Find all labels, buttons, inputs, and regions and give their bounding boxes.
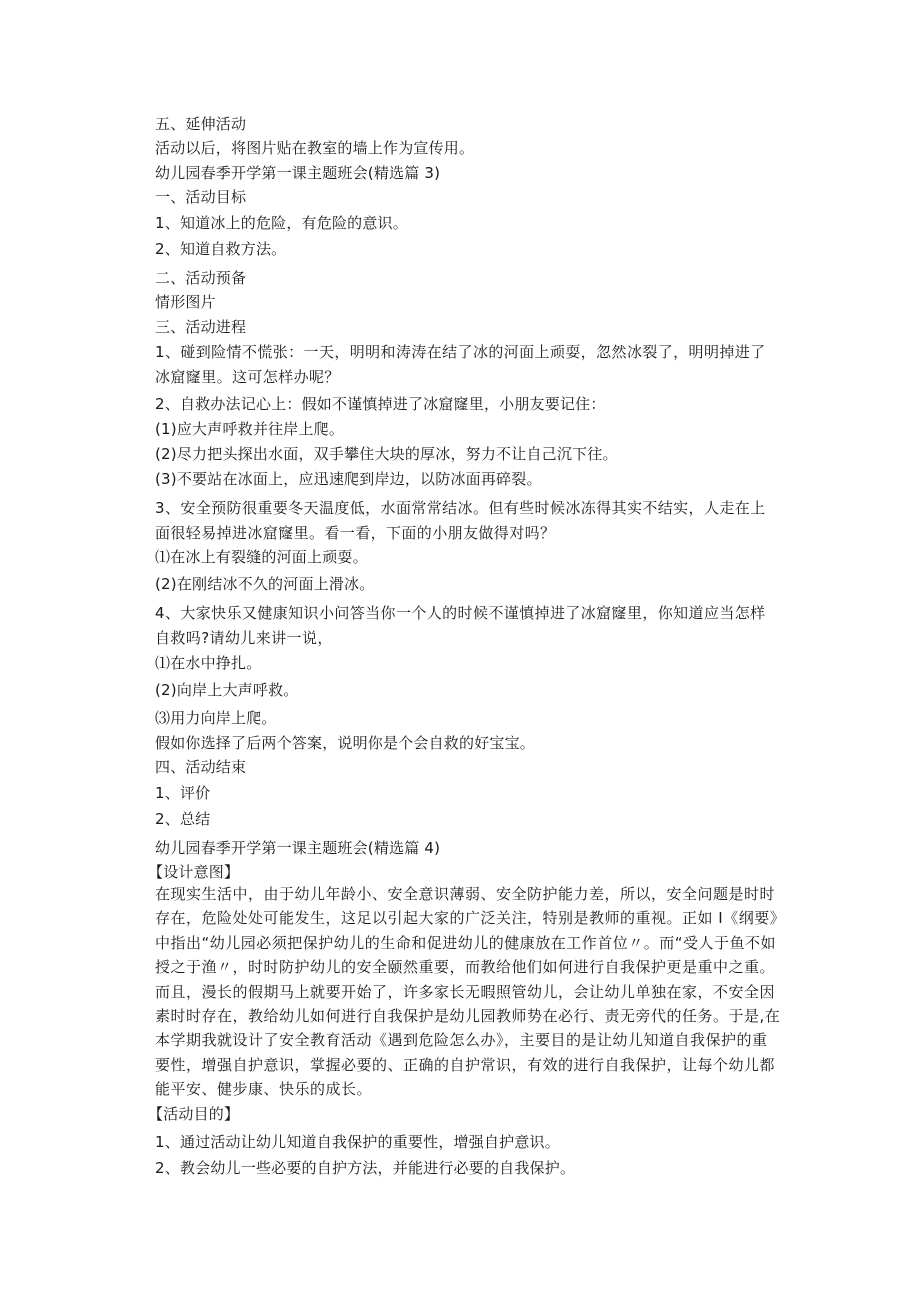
list-item: (1)应大声呼救并往岸上爬。: [155, 420, 345, 438]
section-heading-design-intent: 【设计意图】: [148, 863, 240, 881]
list-item: 3、安全预防很重要冬天温度低，水面常常结冰。但有些时候冰冻得其实不结实，人走在上面很轻易掉进冰窟窿里。看一看，下面的小朋友做得对吗？: [155, 499, 766, 542]
list-item: (2)在刚结冰不久的河面上滑冰。: [155, 575, 375, 593]
paragraph: 活动以后，将图片贴在教室的墙上作为宣传用。: [155, 139, 475, 157]
list-item: ⑴在冰上有裂缝的河面上顽耍。: [155, 548, 368, 566]
list-item: 2、自救办法记心上：假如不谨慎掉进了冰窟窿里，小朋友要记住：: [155, 395, 606, 413]
section-heading-prep: 二、活动预备: [155, 269, 247, 287]
list-item: 2、教会幼儿一些必要的自护方法，并能进行必要的自我保护。: [155, 1159, 576, 1177]
section-heading-activity-purpose: 【活动目的】: [148, 1105, 240, 1123]
list-item: 1、知道冰上的危险，有危险的意识。: [155, 214, 408, 232]
list-item: (3)不要站在冰面上，应迅速爬到岸边，以防冰面再碎裂。: [155, 470, 542, 488]
article-title-3: 幼儿园春季开学第一课主题班会(精选篇 3): [155, 164, 441, 182]
list-item: ⑶用力向岸上爬。: [155, 709, 277, 727]
list-item: 2、总结: [155, 810, 211, 828]
section-heading-goals: 一、活动目标: [155, 188, 247, 206]
paragraph-design-intent: 在现实生活中，由于幼儿年龄小、安全意识薄弱、安全防护能力差，所以，安全问题是时时存在，危险处处可能发生，这足以引起大家的广泛关注，特别是教师的重视。正如 I《纲要》中指出“幼儿园必须把保护幼儿的生命和促进幼儿的健康放在工作首位〃。而“受人于鱼不如授之于渔〃，时时防护幼儿的安全颐然重要，而教给他们如何进行自我保护更是重中之重。而且，漫长的假期马上就要开始了，许多家长无暇照管幼儿，会让幼儿单独在家，不安全因素时时存在，教给幼儿如何进行自我保护是幼儿园教师势在必行、责无旁代的任务。于是,在本学期我就设计了安全教育活动《遇到危险怎么办》，主要目的是让幼儿知道自我保护的重要性，增强自护意识，掌握必要的、正确的自护常识，有效的进行自我保护，让每个幼儿都能平安、健步康、快乐的成长。: [155, 885, 781, 1099]
list-item: 1、评价: [155, 784, 211, 802]
list-item: 4、大家快乐又健康知识小问答当你一个人的时候不谨慎掉进了冰窟窿里，你知道应当怎样自救吗?请幼儿来讲一说，: [155, 604, 766, 647]
list-item: 1、通过活动让幼儿知道自我保护的重要性，增强自护意识。: [155, 1133, 560, 1151]
section-heading-extension: 五、延伸活动: [155, 115, 247, 133]
list-item: ⑴在水中挣扎。: [155, 654, 262, 672]
list-item: (2)向岸上大声呼救。: [155, 681, 299, 699]
list-item: (2)尽力把头探出水面，双手攀住大块的厚冰，努力不让自己沉下往。: [155, 445, 618, 463]
section-heading-process: 三、活动进程: [155, 318, 247, 336]
list-item: 2、知道自救方法。: [155, 240, 287, 258]
article-title-4: 幼儿园春季开学第一课主题班会(精选篇 4): [155, 839, 441, 857]
paragraph: 假如你选择了后两个答案，说明你是个会自救的好宝宝。: [155, 734, 536, 752]
list-item: 1、碰到险情不慌张：一天，明明和涛涛在结了冰的河面上顽耍，忽然冰裂了，明明掉进了冰窟窿里。这可怎样办呢？: [155, 343, 766, 386]
paragraph: 情形图片: [155, 293, 216, 311]
section-heading-end: 四、活动结束: [155, 758, 247, 776]
